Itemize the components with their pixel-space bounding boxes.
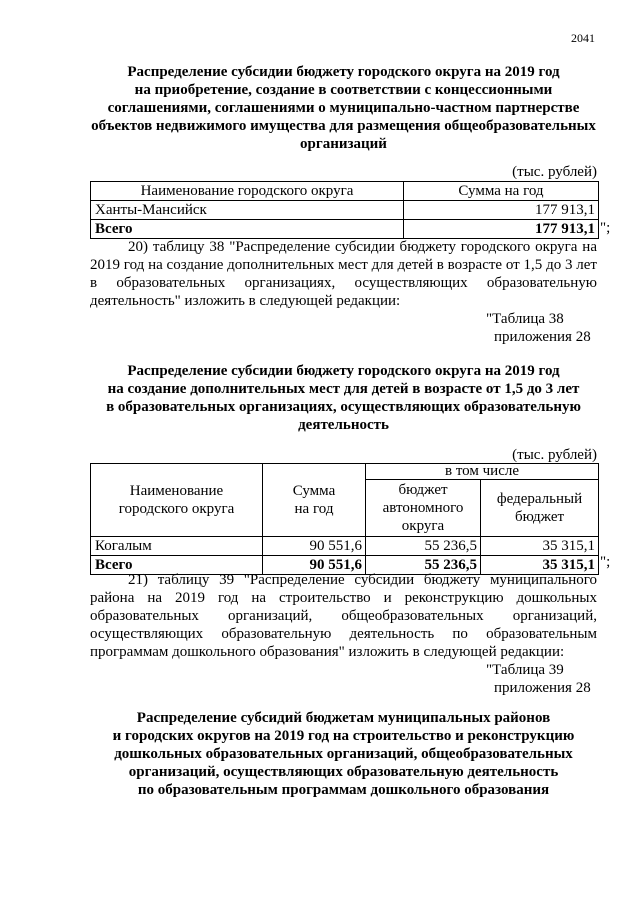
paragraph-line: программам дошкольного образования" изложить в следующей редакции: xyxy=(90,644,565,660)
paragraph-line: 20) таблицу 38 "Распределение субсидии бюджету городского округа на xyxy=(128,239,597,255)
header-text-line: Наименование xyxy=(129,483,224,499)
total-sum-cell: 90 551,6 xyxy=(263,556,366,575)
paragraph-line: в образовательных организациях, осуществляющих образовательную xyxy=(90,275,597,291)
column-header-regional-budget xyxy=(366,480,481,537)
title-line: соглашениями, соглашениями о муниципально-частном партнерстве xyxy=(107,100,580,116)
table-row xyxy=(91,537,599,556)
table-header-row xyxy=(91,182,599,201)
table-row xyxy=(91,201,599,220)
header-text-line: Сумма xyxy=(292,483,336,499)
column-header-annual-sum: Сумма на год xyxy=(404,182,599,201)
sum-cell: 90 551,6 xyxy=(263,537,366,556)
title-line: и городских округов на 2019 год на строительство и реконструкцию xyxy=(112,728,575,744)
title-line: на приобретение, создание в соответствии с концессионными xyxy=(134,82,553,98)
title-line: на создание дополнительных мест для детей в возрасте от 1,5 до 3 лет xyxy=(107,381,580,397)
title-line: Распределение субсидий бюджетам муниципальных районов xyxy=(136,710,551,726)
paragraph-line: 21) таблицу 39 "Распределение субсидии бюджету муниципального xyxy=(128,572,597,588)
header-text-line: автономного xyxy=(382,500,464,516)
paragraph-line: района на 2019 год на строительство и реконструкцию дошкольных xyxy=(90,590,597,606)
paragraph-line: осуществляющих образовательную деятельность по образовательным xyxy=(90,626,597,642)
units-label: (тыс. рублей) xyxy=(512,164,597,180)
total-sum-cell: 177 913,1 xyxy=(404,220,599,239)
title-line: Распределение субсидии бюджету городского округа на 2019 год xyxy=(127,64,560,80)
paragraph-line: деятельность" изложить в следующей редакции: xyxy=(90,293,401,309)
column-header-federal-budget xyxy=(481,480,599,537)
regional-budget-cell: 55 236,5 xyxy=(366,537,481,556)
title-line: организаций, осуществляющих образовательную деятельность xyxy=(128,764,559,780)
table-header-row xyxy=(91,464,599,480)
subsidy-table-1 xyxy=(90,181,599,239)
title-line: организаций xyxy=(300,136,387,152)
total-federal-budget-cell: 35 315,1 xyxy=(481,556,599,575)
total-label-cell: Всего xyxy=(91,220,404,239)
title-line: по образовательным программам дошкольного образования xyxy=(137,782,550,798)
header-text-line: федеральный xyxy=(496,491,583,507)
title-line: Распределение субсидии бюджету городского округа на 2019 год xyxy=(127,363,560,379)
closing-quote-mark: "; xyxy=(600,554,611,570)
title-line: деятельность xyxy=(298,417,389,433)
section-1-title xyxy=(90,63,597,153)
total-regional-budget-cell: 55 236,5 xyxy=(366,556,481,575)
section-2-title xyxy=(90,362,597,434)
total-label-cell: Всего xyxy=(91,556,263,575)
column-group-header-including: в том числе xyxy=(366,464,599,480)
federal-budget-cell: 35 315,1 xyxy=(481,537,599,556)
title-line: в образовательных организациях, осуществляющих образовательную xyxy=(106,399,581,415)
sum-cell: 177 913,1 xyxy=(404,201,599,220)
paragraph-line: образовательных организаций, общеобразовательных организаций, xyxy=(90,608,597,624)
header-text-line: на год xyxy=(294,501,334,517)
table-reference-number: "Таблица 38 xyxy=(486,311,564,327)
amendment-item-21 xyxy=(90,571,597,661)
table-total-row xyxy=(91,220,599,239)
district-cell: Когалым xyxy=(91,537,263,556)
header-text-line: округа xyxy=(401,518,445,534)
header-text-line: городского округа xyxy=(118,501,235,517)
table-reference-number: "Таблица 39 xyxy=(486,662,564,678)
title-line: объектов недвижимого имущества для размещения общеобразовательных xyxy=(91,118,596,134)
header-text-line: бюджет xyxy=(398,482,448,498)
column-header-district: Наименование городского округа xyxy=(91,182,404,201)
section-3-title xyxy=(90,709,597,799)
closing-quote-mark: "; xyxy=(600,220,611,236)
units-label: (тыс. рублей) xyxy=(512,447,597,463)
title-line: дошкольных образовательных организаций, общеобразовательных xyxy=(114,746,573,762)
paragraph-line: 2019 год на создание дополнительных мест для детей в возрасте от 1,5 до 3 лет xyxy=(90,257,597,273)
header-text-line: бюджет xyxy=(514,509,565,525)
page-number: 2041 xyxy=(571,31,595,45)
amendment-item-20 xyxy=(90,238,597,310)
column-header-annual-sum xyxy=(263,464,366,537)
district-cell: Ханты-Мансийск xyxy=(91,201,404,220)
column-header-district xyxy=(91,464,263,537)
table-reference-appendix: приложения 28 xyxy=(494,329,591,345)
table-reference-appendix: приложения 28 xyxy=(494,680,591,696)
subsidy-table-2 xyxy=(90,463,599,575)
